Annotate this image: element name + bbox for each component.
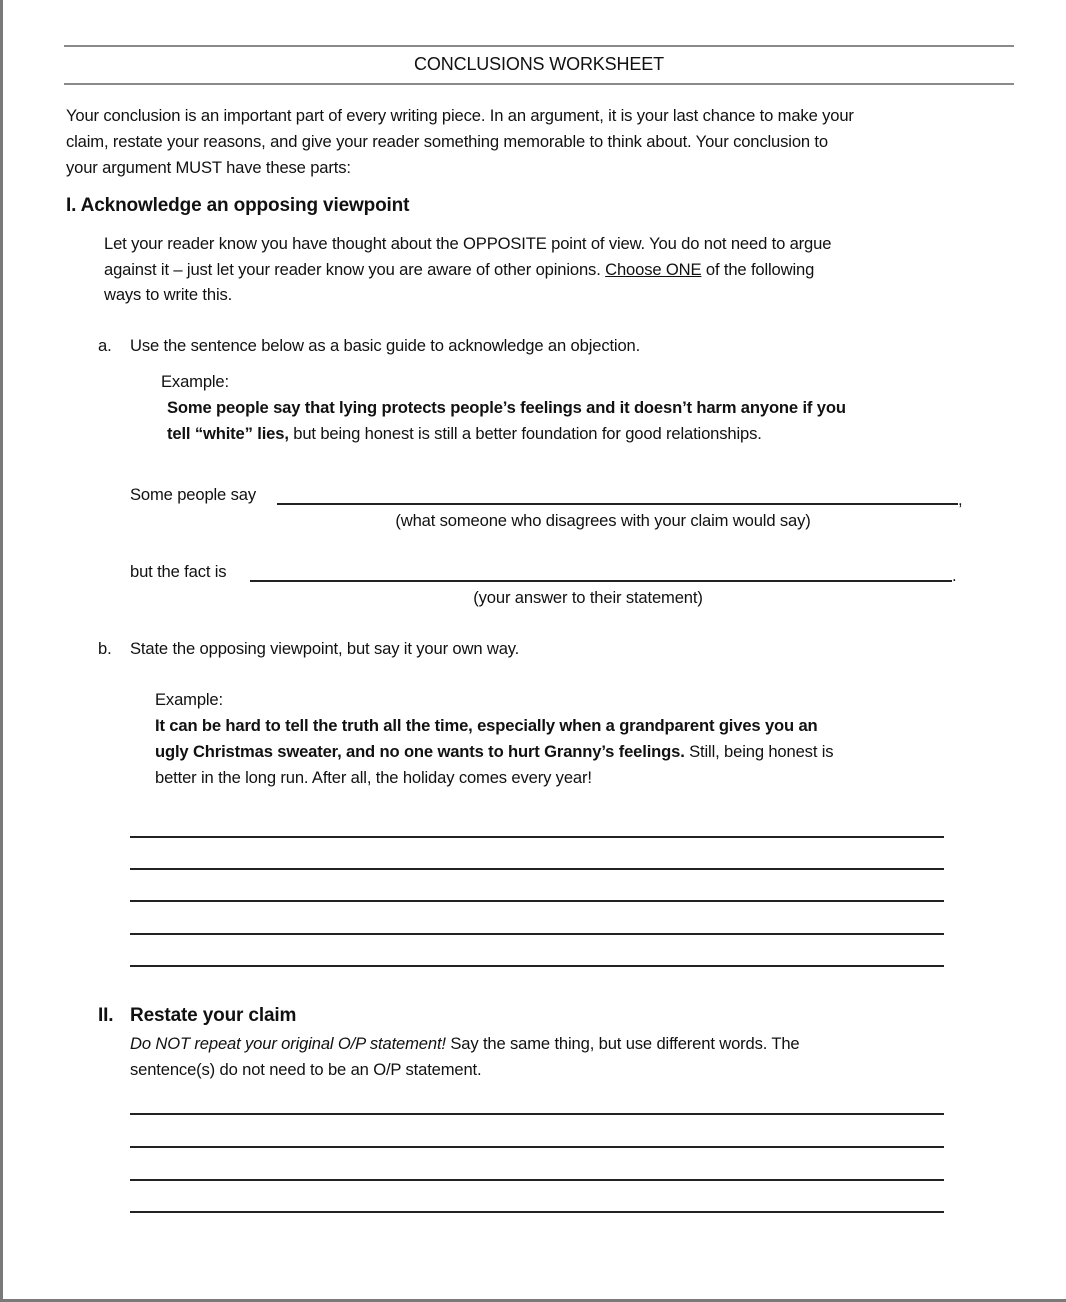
section1-para: ways to write this. — [104, 285, 233, 304]
example-label: Example: — [155, 690, 223, 709]
example-text: better in the long run. After all, the holiday comes every year! — [155, 768, 592, 787]
item-marker-b: b. — [98, 639, 112, 658]
prompt-some-people-say: Some people say — [130, 485, 256, 504]
intro-line: claim, restate your reasons, and give your reader something memorable to think about. Your conclusion to — [66, 132, 828, 151]
answer-line[interactable] — [130, 868, 944, 870]
italic-warning: Do NOT repeat your original O/P statement! — [130, 1034, 446, 1053]
item-marker-a: a. — [98, 336, 112, 355]
example-text — [167, 424, 762, 444]
answer-line[interactable] — [130, 933, 944, 935]
choose-one-emphasis: Choose ONE — [605, 260, 702, 279]
section1-heading: I. Acknowledge an opposing viewpoint — [66, 195, 410, 216]
hint-response: (your answer to their statement) — [473, 588, 703, 607]
example-bold: tell “white” lies, — [167, 424, 289, 443]
hint-opposing: (what someone who disagrees with your claim would say) — [395, 511, 811, 530]
section2-para: sentence(s) do not need to be an O/P statement. — [130, 1060, 482, 1079]
answer-line[interactable] — [130, 1179, 944, 1181]
item-b-text: State the opposing viewpoint, but say it your own way. — [130, 639, 520, 658]
item-a-text: Use the sentence below as a basic guide to acknowledge an objection. — [130, 336, 641, 355]
example-rest: but being honest is still a better foundation for good relationships. — [288, 424, 762, 443]
text: against it – just let your reader know you are aware of other opinions. — [104, 260, 606, 279]
example-bold: ugly Christmas sweater, and no one wants to hurt Granny’s feelings. — [155, 742, 685, 761]
section1-para: Let your reader know you have thought about the OPPOSITE point of view. You do not need to argue — [104, 234, 832, 253]
answer-line[interactable] — [130, 1211, 944, 1213]
example-text: Some people say that lying protects people’s feelings and it doesn’t harm anyone if you — [167, 398, 846, 417]
answer-line[interactable] — [130, 1146, 944, 1148]
top-rule — [64, 45, 1014, 47]
answer-line[interactable] — [130, 965, 944, 967]
answer-line[interactable] — [130, 900, 944, 902]
example-text — [155, 742, 833, 762]
text: of the following — [701, 260, 815, 279]
intro-line: Your conclusion is an important part of every writing piece. In an argument, it is your last chance to make your — [66, 106, 854, 125]
example-text: It can be hard to tell the truth all the time, especially when a grandparent gives you an — [155, 716, 818, 735]
intro-line: your argument MUST have these parts: — [66, 158, 351, 177]
answer-line[interactable] — [130, 1113, 944, 1115]
title-rule — [64, 83, 1014, 85]
text: Say the same thing, but use different words. The — [445, 1034, 800, 1053]
answer-line-response[interactable] — [250, 580, 952, 582]
page-border-left — [0, 0, 3, 1302]
answer-line[interactable] — [130, 836, 944, 838]
section1-para — [104, 260, 814, 280]
section2-heading: Restate your claim — [130, 1005, 297, 1026]
prompt-but-the-fact-is: but the fact is — [130, 562, 227, 581]
example-label: Example: — [161, 372, 229, 391]
example-rest: Still, being honest is — [684, 742, 834, 761]
section2-marker: II. — [98, 1005, 114, 1026]
page-title: CONCLUSIONS WORKSHEET — [414, 54, 664, 74]
comma: , — [958, 490, 963, 509]
answer-line-opposing[interactable] — [277, 503, 958, 505]
period: . — [952, 566, 957, 585]
section2-para — [130, 1034, 800, 1054]
